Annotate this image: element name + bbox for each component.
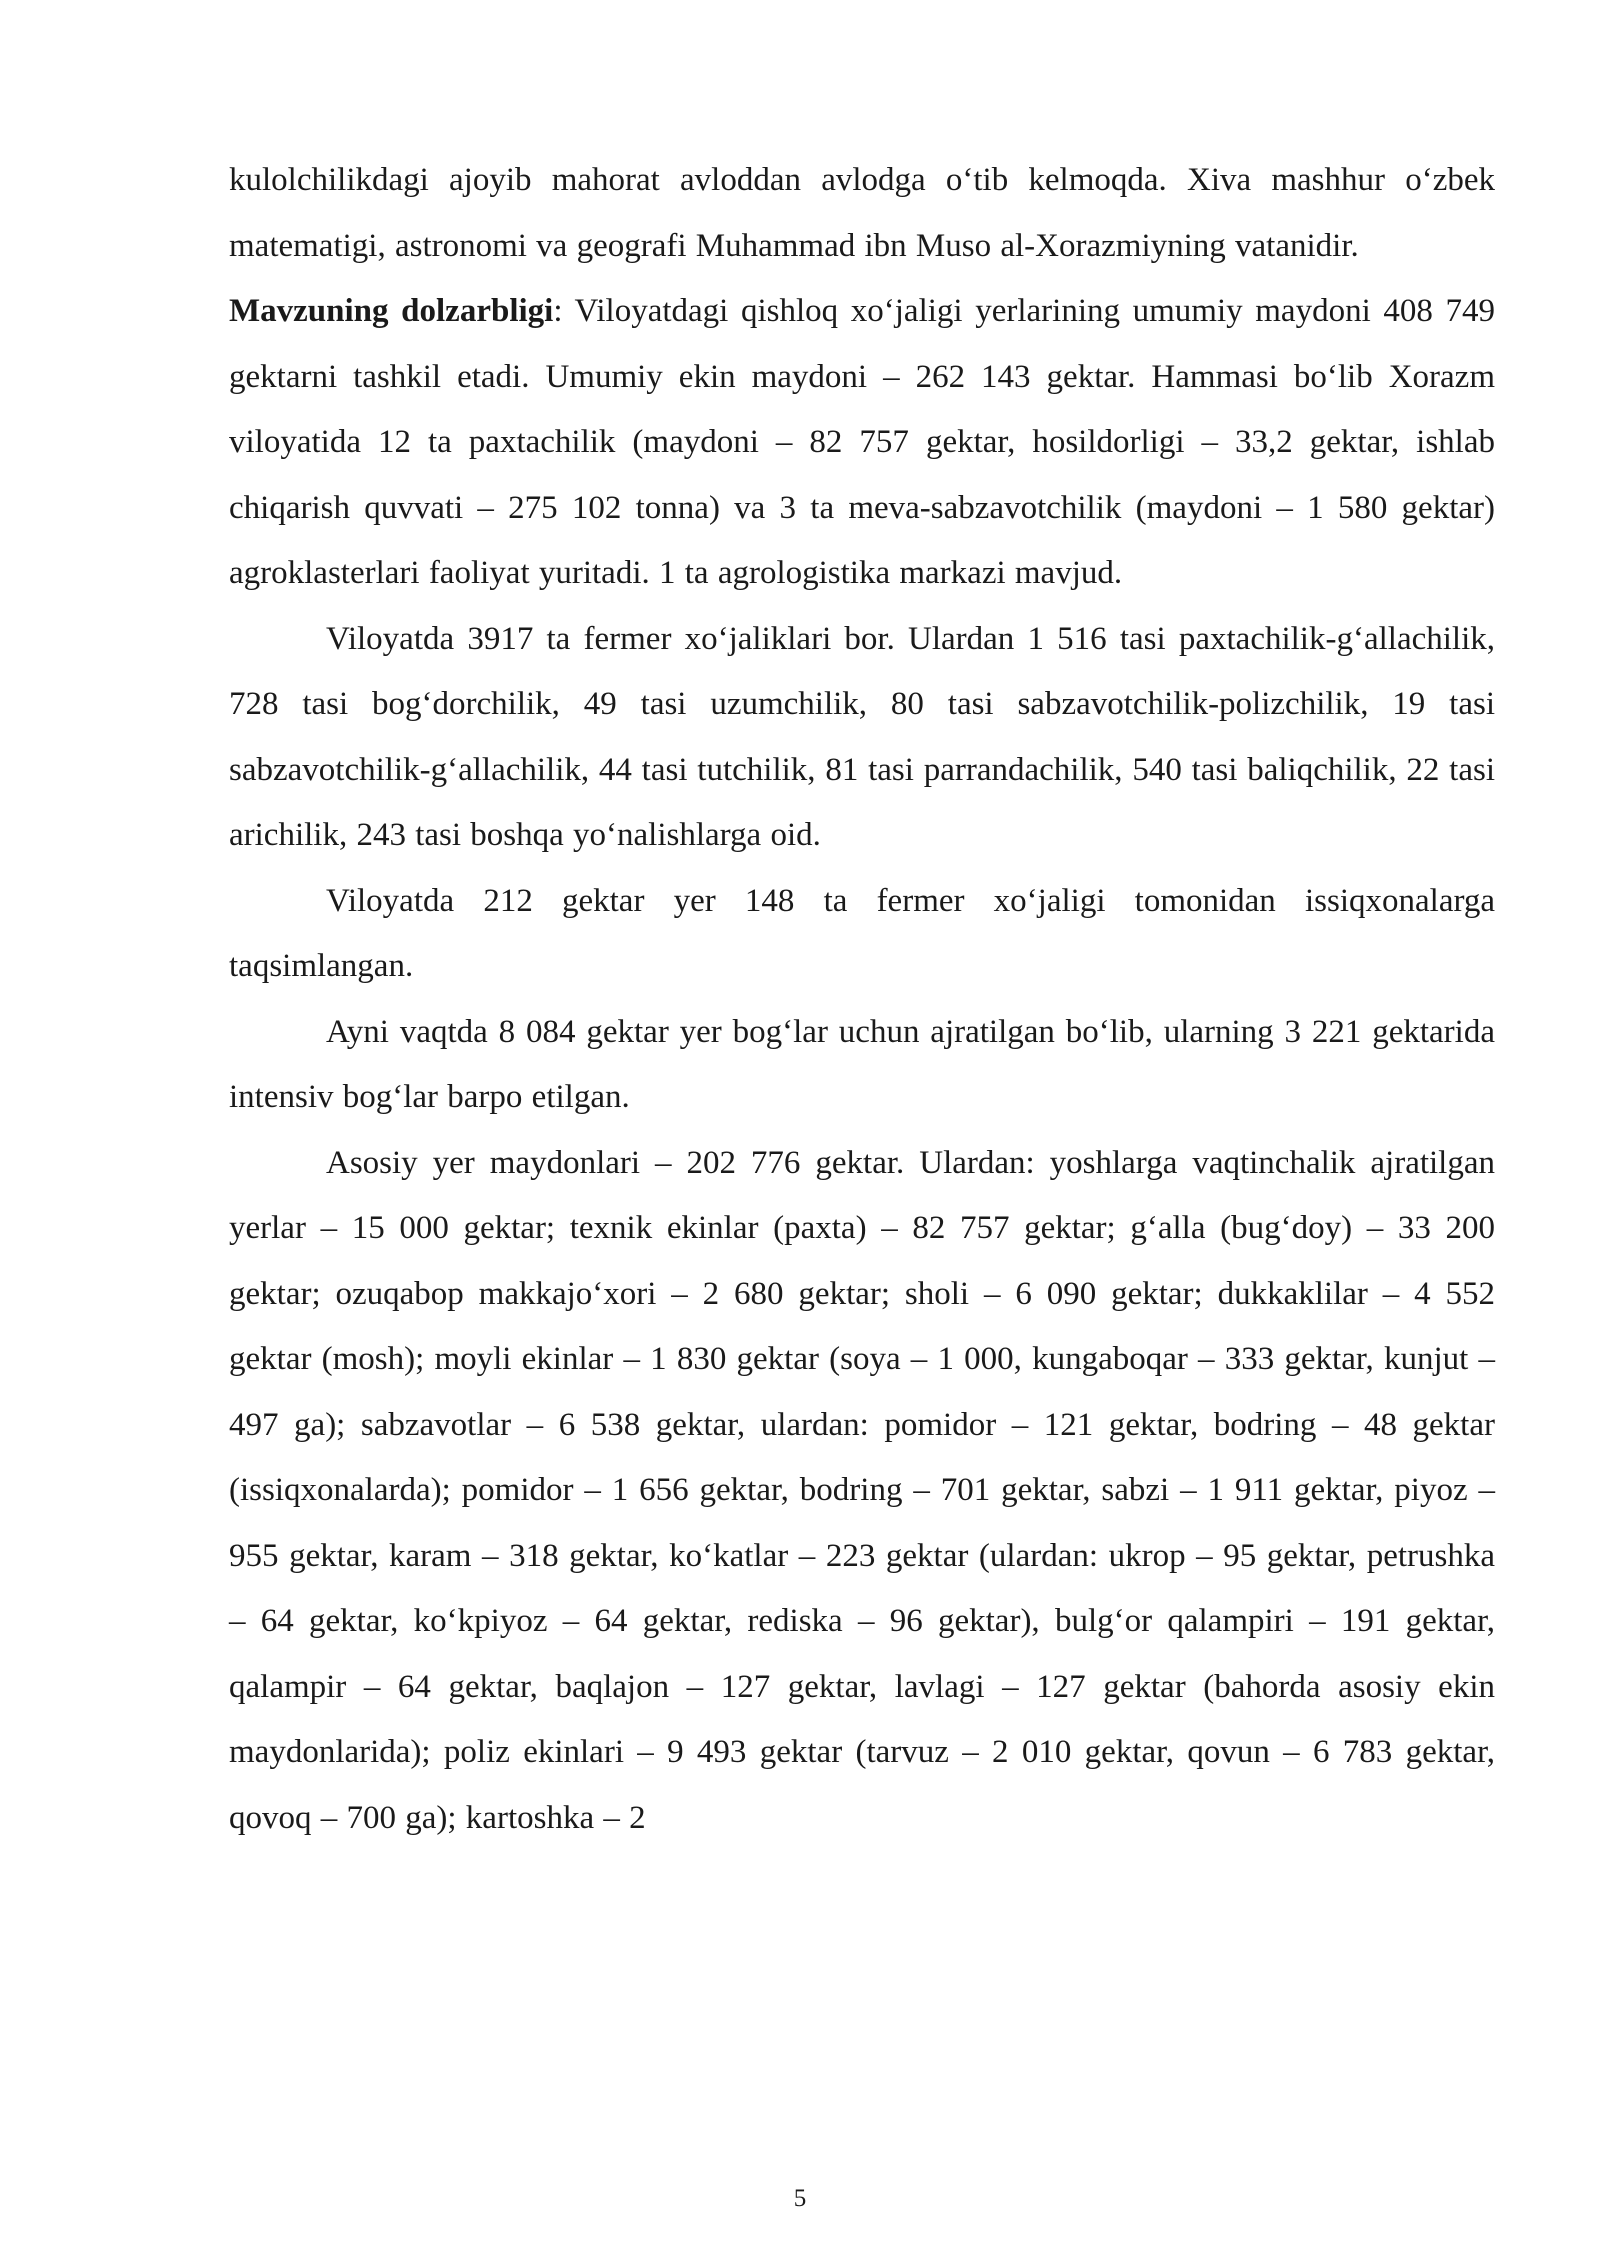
paragraph-relevance (229, 279, 1495, 607)
paragraph-farms: Viloyatda 3917 ta fermer xo‘jaliklari bor. Ulardan 1 516 tasi paxtachilik-g‘allachilik, 728 tasi bog‘dorchilik, 49 tasi uzumchilik, 80 tasi sabzavotchilik-polizchilik, 19 tasi sabzavotchilik-g‘allachilik, 44 tasi tutchilik, 81 tasi parrandachilik, 540 tasi baliqchilik, 22 tasi arichilik, 243 tasi boshqa yo‘nalishlarga oid. (229, 620, 1495, 853)
relevance-heading: Mavzuning dolzarbligi (229, 293, 554, 329)
paragraph-gardens: Ayni vaqtda 8 084 gektar yer bog‘lar uchun ajratilgan bo‘lib, ularning 3 221 gektarida intensiv bog‘lar barpo etilgan. (229, 1013, 1495, 1115)
paragraph-land-areas: Asosiy yer maydonlari – 202 776 gektar. Ulardan: yoshlarga vaqtinchalik ajratilgan yerlar – 15 000 gektar; texnik ekinlar (paxta) – 82 757 gektar; g‘alla (bug‘doy) – 33 200 gektar; ozuqabop makkajo‘xori – 2 680 gektar; sholi – 6 090 gektar; dukkaklilar – 4 552 gektar (mosh); moyli ekinlar – 1 830 gektar (soya – 1 000, kungaboqar – 333 gektar, kunjut – 497 ga); sabzavotlar – 6 538 gektar, ulardan: pomidor – 121 gektar, bodring – 48 gektar (issiqxonalarda); pomidor – 1 656 gektar, bodring – 701 gektar, sabzi – 1 911 gektar, piyoz – 955 gektar, karam – 318 gektar, ko‘katlar – 223 gektar (ulardan: ukrop – 95 gektar, petrushka – 64 gektar, ko‘kpiyoz – 64 gektar, rediska – 96 gektar), bulg‘or qalampiri – 191 gektar, qalampir – 64 gektar, baqlajon – 127 gektar, lavlagi – 127 gektar (bahorda asosiy ekin maydonlarida); poliz ekinlari – 9 493 gektar (tarvuz – 2 010 gektar, qovun – 6 783 gektar, qovoq – 700 ga); kartoshka – 2 (229, 1144, 1495, 1836)
paragraph-greenhouses: Viloyatda 212 gektar yer 148 ta fermer xo‘jaligi tomonidan issiqxonalarga taqsimlangan. (229, 882, 1495, 984)
paragraph-intro-continuation: kulolchilikdagi ajoyib mahorat avloddan avlodga o‘tib kelmoqda. Xiva mashhur o‘zbek matematigi, astronomi va geografi Muhammad ibn Muso al-Xorazmiyning vatanidir. (229, 162, 1495, 264)
relevance-text: : Viloyatdagi qishloq xo‘jaligi yerlarining umumiy maydoni 408 749 gektarni tashkil etadi. Umumiy ekin maydoni – 262 143 gektar. Hammasi bo‘lib Xorazm viloyatida 12 ta paxtachilik (maydoni – 82 757 gektar, hosildorligi – 33,2 gektar, ishlab chiqarish quvvati – 275 102 tonna) va 3 ta meva-sabzavotchilik (maydoni – 1 580 gektar) agroklasterlari faoliyat yuritadi. 1 ta agrologistika markazi mavjud. (229, 293, 1495, 591)
page-number: 5 (793, 2185, 807, 2212)
document-page (229, 148, 1495, 1851)
